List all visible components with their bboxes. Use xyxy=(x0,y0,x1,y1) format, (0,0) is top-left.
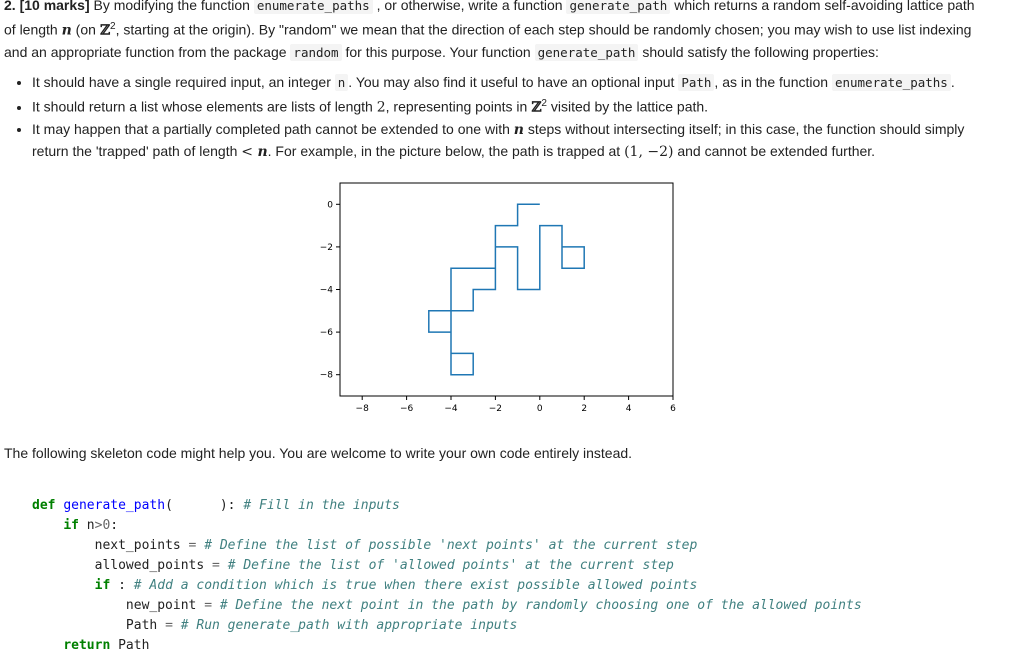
path-line xyxy=(429,204,584,374)
code-generate-path-2: generate_path xyxy=(535,44,639,61)
plot-frame xyxy=(340,183,673,396)
list-item: • It should have a single required input, an integer n . You may also find it useful to have an optional input Path , as in the function enumerate_paths . xyxy=(32,72,1007,93)
code-generate-path: generate_path xyxy=(566,0,670,14)
y-tick-label: −2 xyxy=(319,242,333,253)
x-tick-label: 6 xyxy=(670,404,676,411)
integers-symbol: ℤ xyxy=(99,22,111,39)
x-tick-label: 0 xyxy=(536,404,543,411)
x-tick-label: 4 xyxy=(625,404,632,411)
list-item: • It may happen that a partially completed path cannot be extended to one with n steps without intersecting itself; in this case, the function should simply return the 'trapped' path of length < n. For example, in the picture below, the path is trapped at (1, −2) and cannot be extended further. xyxy=(32,119,1007,163)
x-tick-label: 2 xyxy=(581,404,588,411)
skeleton-intro: The following skeleton code might help you. You are welcome to write your own code entirely instead. xyxy=(4,445,633,461)
question-paragraph: 2. [10 marks] By modifying the function enumerate_paths , or otherwise, write a function generate_path which returns a random self-avoiding lattice path of length n (on ℤ$^2$, starting at the origin). By "random" we mean that the direction of each step should be randomly chosen; you may wish to use list indexing and an appropriate function from the package random for this purpose. Your function generate_path should satisfy the following properties: xyxy=(4,0,1004,63)
skeleton-code-block: def generate_path( ): # Fill in the inputs if n>0: next_points = # Define the list of possible 'next points' at the current step allowed_points = # Define the list of 'allowed points' at the current step if : # Add a condition which is true when there exist possible allowed points new_point = # Define the next point in the path by randomly choosing one of the allowed points Path = # Run generate_path with appropriate inputs return Path xyxy=(32,498,862,653)
y-tick-label: −4 xyxy=(319,285,333,296)
code-random: random xyxy=(290,44,341,61)
code-enumerate-paths: enumerate_paths xyxy=(254,0,373,14)
x-tick-label: −8 xyxy=(355,404,369,411)
x-tick-label: −4 xyxy=(444,404,458,411)
question-marks: 2. [10 marks] xyxy=(4,0,90,13)
y-tick-label: 0 xyxy=(327,200,333,211)
y-tick-label: −6 xyxy=(319,328,333,339)
list-item: • It should return a list whose elements are lists of length 2, representing points in ℤ$^2$ visited by the lattice path. xyxy=(32,93,1007,119)
requirements-list xyxy=(12,72,1007,163)
x-tick-label: −6 xyxy=(399,404,414,411)
x-tick-label: −2 xyxy=(488,404,503,411)
lattice-path-plot xyxy=(300,176,680,411)
y-tick-label: −8 xyxy=(319,370,333,381)
